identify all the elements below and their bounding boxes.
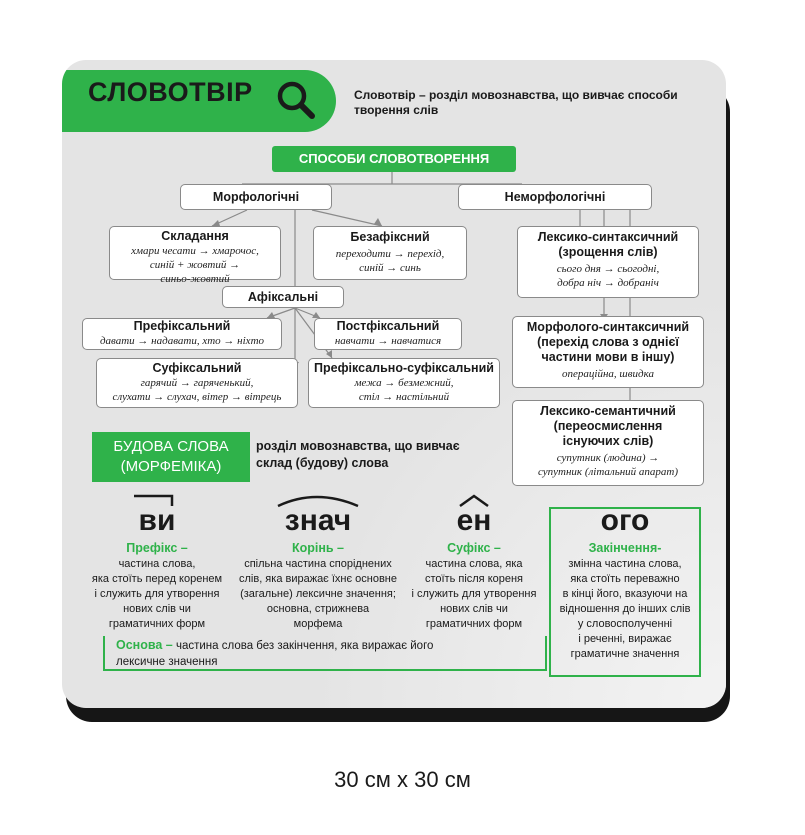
prefix-description-line: яка стоїть перед коренем bbox=[91, 573, 223, 585]
compound-title: Складання bbox=[161, 229, 229, 243]
postfixal-example: навчати → навчатися bbox=[334, 335, 442, 347]
ending-description-line: граматичне значення bbox=[570, 648, 680, 660]
lexsyn-title: (зрощення слів) bbox=[558, 245, 658, 259]
prefix-description-line: граматичних форм bbox=[108, 618, 206, 630]
ending-description-line: у словосполученні bbox=[577, 618, 673, 630]
ending-description-line: яка стоїть переважно bbox=[570, 573, 680, 585]
stem-description: лексичне значення bbox=[116, 656, 218, 668]
nonmorphological-box: Неморфологічні bbox=[458, 184, 652, 210]
morphsyn-title: частини мови в іншу) bbox=[541, 350, 675, 364]
stem-description: частина слова без закінчення, яка виражає його bbox=[175, 640, 434, 652]
suffix-morpheme: ен bbox=[456, 504, 492, 537]
stem-name: Основа – bbox=[116, 638, 173, 652]
root-description bbox=[230, 557, 406, 632]
morphsyn-title: Морфолого-синтаксичний bbox=[526, 320, 690, 334]
affixal-box: Афіксальні bbox=[222, 286, 344, 308]
prefixal-title: Префіксальний bbox=[133, 319, 231, 333]
suffix-name: Суфікс – bbox=[447, 541, 501, 555]
size-caption: 30 см х 30 см bbox=[334, 767, 471, 792]
root-description-line: (загальне) лексичне значення; bbox=[240, 588, 396, 600]
ending-description-line: і реченні, виражає bbox=[578, 633, 672, 645]
root-description-line: основна, стрижнева bbox=[266, 603, 370, 615]
ending-description-line: в кінці його, вказуючи на bbox=[562, 588, 688, 600]
ending-morpheme: ого bbox=[600, 504, 650, 537]
suffix-description-line: граматичних форм bbox=[425, 618, 523, 630]
morphsyn-title: (перехід слова з однієї bbox=[537, 335, 679, 349]
structure-heading-line: БУДОВА СЛОВА bbox=[113, 438, 229, 455]
suffixal-title: Суфіксальний bbox=[152, 361, 242, 375]
lexsem-title: існуючих слів) bbox=[562, 434, 654, 448]
poster-board bbox=[62, 60, 726, 708]
suffixal-example: слухати → слухач, вітер → вітрець bbox=[112, 391, 282, 403]
postfixal-title: Постфіксальний bbox=[336, 319, 440, 333]
suffix-description-line: стоїть після кореня bbox=[424, 573, 524, 585]
prefix-description-line: і служить для утворення bbox=[94, 588, 220, 600]
suffix-description bbox=[394, 557, 554, 632]
compound-example: синьо-жовтий bbox=[160, 273, 230, 285]
ways-heading: СПОСОБИ СЛОВОТВОРЕННЯ bbox=[272, 146, 516, 172]
prefixal-example: давати → надавати, хто → ніхто bbox=[99, 335, 265, 347]
suffix-description-line: нових слів чи bbox=[440, 603, 508, 615]
structure-heading-line: (МОРФЕМІКА) bbox=[120, 458, 222, 475]
structure-definition-line: склад (будову) слова bbox=[256, 456, 389, 470]
root-description-line: морфема bbox=[293, 618, 343, 630]
ending-description bbox=[552, 557, 698, 662]
root-description-line: спільна частина споріднених bbox=[244, 558, 392, 570]
prefix-description bbox=[77, 557, 237, 632]
prefix-name: Префікс – bbox=[126, 541, 188, 555]
morphsyn-example: операційна, швидка bbox=[562, 368, 654, 380]
prefix-description-line: нових слів чи bbox=[123, 603, 191, 615]
suffix-description-line: частина слова, яка bbox=[425, 558, 523, 570]
nonaffix-example: переходити → перехід, bbox=[335, 248, 445, 260]
title-definition: Словотвір – розділ мовознавства, що вивчає способи творення слів bbox=[354, 88, 678, 117]
ending-description-line: змінна частина слова, bbox=[568, 558, 682, 570]
lexsem-example: супутник (людина) → bbox=[556, 452, 660, 464]
prefix-morpheme: ви bbox=[138, 504, 176, 537]
lexsem-title: (переосмислення bbox=[553, 419, 663, 433]
lexsyn-example: добра ніч → добраніч bbox=[557, 277, 659, 289]
page-title: СЛОВОТВІР bbox=[88, 77, 253, 107]
compound-example: хмари чесати → хмарочос, bbox=[131, 245, 259, 257]
structure-definition-line: розділ мовознавства, що вивчає bbox=[256, 439, 460, 453]
compound-example: синій + жовтий → bbox=[149, 259, 241, 271]
nonaffix-title: Безафіксний bbox=[350, 230, 430, 244]
prefsuf-title: Префіксально-суфіксальний bbox=[314, 361, 494, 375]
stem-definition bbox=[116, 637, 536, 670]
prefsuf-example: стіл → настільний bbox=[358, 391, 450, 403]
root-morpheme: знач bbox=[284, 504, 352, 537]
prefsuf-example: межа → безмежний, bbox=[354, 377, 454, 389]
prefix-description-line: частина слова, bbox=[118, 558, 196, 570]
suffix-description-line: і служить для утворення bbox=[411, 588, 537, 600]
lexsyn-example: сього дня → сьогодні, bbox=[556, 263, 660, 275]
lexsyn-title: Лексико-синтаксичний bbox=[537, 230, 679, 244]
root-description-line: слів, яка виражає їхнє основне bbox=[238, 573, 398, 585]
ending-description-line: відношення до інших слів bbox=[559, 603, 691, 615]
root-name: Корінь – bbox=[291, 541, 345, 555]
morphological-box: Морфологічні bbox=[180, 184, 332, 210]
nonaffix-example: синій → синь bbox=[359, 262, 421, 274]
ending-name: Закінчення- bbox=[588, 541, 662, 555]
suffixal-example: гарячий → гаряченький, bbox=[140, 377, 254, 389]
lexsem-title: Лексико-семантичний bbox=[540, 404, 676, 418]
lexsem-example: супутник (літальний апарат) bbox=[537, 466, 679, 478]
